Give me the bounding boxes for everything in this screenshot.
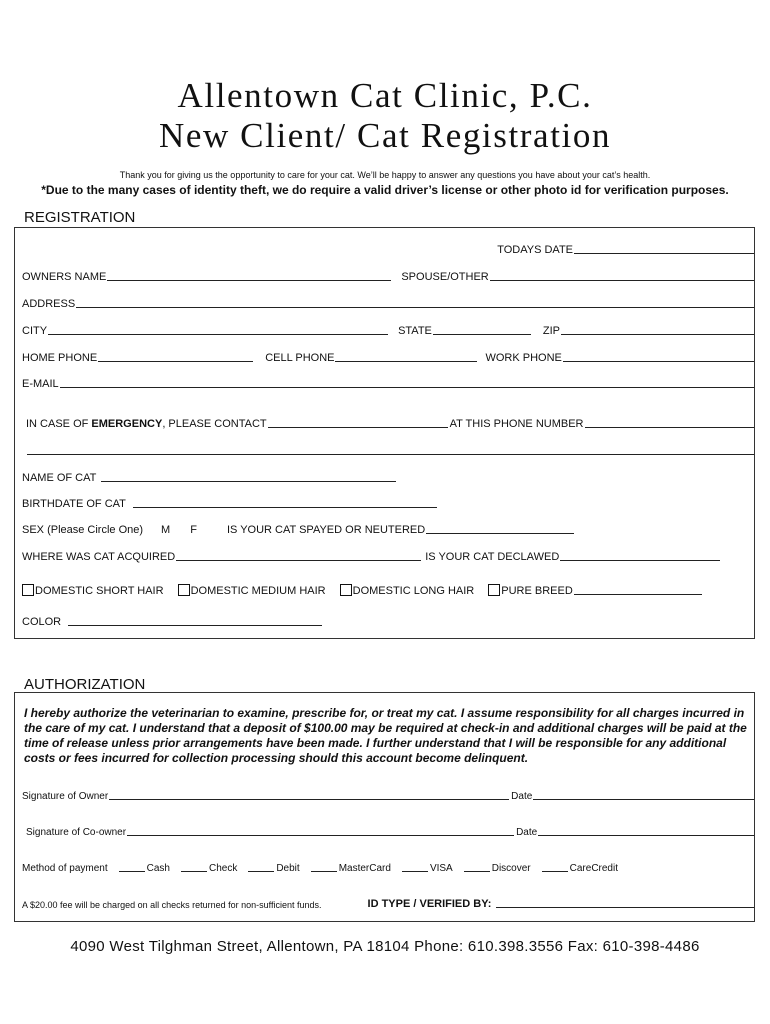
intro-text: Thank you for giving us the opportunity to care for your cat. We’ll be happy to answer any questions you have about your cat’s health.: [119, 170, 651, 180]
registration-box: [14, 227, 755, 639]
domestic-long-hair-label: DOMESTIC LONG HAIR: [352, 585, 475, 597]
email-field[interactable]: [60, 387, 754, 388]
footer-address: 4090 West Tilghman Street, Allentown, PA 18104 Phone: 610.398.3556 Fax: 610-398-4486: [70, 938, 700, 955]
home-phone-label: HOME PHONE: [22, 352, 98, 364]
domestic-long-hair-option[interactable]: [340, 584, 475, 597]
emergency-row: [26, 414, 756, 430]
cat-name-row: [22, 468, 756, 484]
work-phone-field[interactable]: [563, 361, 754, 362]
carecredit-blank[interactable]: [542, 871, 568, 872]
authorization-heading: AUTHORIZATION: [24, 676, 146, 693]
domestic-medium-hair-label: DOMESTIC MEDIUM HAIR: [190, 585, 326, 597]
emergency-extra-field[interactable]: [27, 454, 754, 455]
pure-breed-label: PURE BREED: [501, 585, 573, 597]
debit-label: Debit: [276, 863, 300, 874]
owner-date-field[interactable]: [533, 799, 754, 800]
owner-row: [22, 267, 756, 283]
check-label: Check: [208, 863, 238, 874]
coowner-date-label: Date: [516, 827, 538, 838]
checkbox-icon[interactable]: [22, 584, 34, 596]
email-label: E-MAIL: [22, 378, 59, 390]
color-row: [22, 612, 756, 628]
owners-name-label: OWNERS NAME: [22, 271, 107, 283]
discover-label: Discover: [491, 863, 531, 874]
color-label: COLOR: [22, 616, 62, 628]
coowner-date-field[interactable]: [538, 835, 754, 836]
domestic-medium-hair-option[interactable]: [178, 584, 326, 597]
coowner-signature-label: Signature of Co-owner: [26, 827, 127, 838]
owner-date-label: Date: [511, 791, 533, 802]
emergency-phone-field[interactable]: [585, 427, 755, 428]
payment-method-label: Method of payment: [22, 863, 108, 874]
todays-date-label: TODAYS DATE: [497, 244, 573, 256]
state-label: STATE: [398, 325, 432, 337]
city-label: CITY: [22, 325, 48, 337]
check-blank[interactable]: [181, 871, 207, 872]
owner-signature-label: Signature of Owner: [22, 791, 109, 802]
address-label: ADDRESS: [22, 298, 76, 310]
state-field[interactable]: [433, 334, 531, 335]
acquired-field[interactable]: [176, 560, 421, 561]
birthdate-field[interactable]: [133, 507, 437, 508]
address-row: [22, 294, 756, 310]
birthdate-label: BIRTHDATE OF CAT: [22, 498, 126, 510]
id-notice: *Due to the many cases of identity theft, we do require a valid driver’s license or other photo id for verification purposes.: [41, 183, 729, 197]
birthdate-row: [22, 494, 756, 510]
spouse-other-field[interactable]: [490, 280, 754, 281]
sex-option-m[interactable]: M: [161, 524, 171, 536]
sex-option-f[interactable]: F: [190, 524, 197, 536]
owner-signature-row: [22, 786, 756, 802]
address-field[interactable]: [76, 307, 754, 308]
todays-date-field[interactable]: [574, 253, 754, 254]
discover-blank[interactable]: [464, 871, 490, 872]
zip-field[interactable]: [561, 334, 754, 335]
spouse-other-label: SPOUSE/OTHER: [401, 271, 489, 283]
visa-blank[interactable]: [402, 871, 428, 872]
visa-label: VISA: [429, 863, 453, 874]
fee-row: [22, 894, 756, 910]
owners-name-field[interactable]: [107, 280, 391, 281]
emergency-extra-row: [26, 441, 756, 457]
zip-label: ZIP: [542, 325, 561, 337]
spayed-label: IS YOUR CAT SPAYED OR NEUTERED: [226, 524, 426, 536]
acquired-label: WHERE WAS CAT ACQUIRED: [22, 551, 176, 563]
registration-heading: REGISTRATION: [24, 209, 136, 226]
cell-phone-field[interactable]: [335, 361, 477, 362]
mastercard-blank[interactable]: [311, 871, 337, 872]
carecredit-label: CareCredit: [569, 863, 618, 874]
declawed-label: IS YOUR CAT DECLAWED: [425, 551, 560, 563]
payment-method-row: [22, 858, 756, 874]
checkbox-icon[interactable]: [178, 584, 190, 596]
domestic-short-hair-option[interactable]: [22, 584, 164, 597]
sex-label: SEX (Please Circle One): [22, 524, 144, 536]
cash-label: Cash: [146, 863, 170, 874]
cash-blank[interactable]: [119, 871, 145, 872]
pure-breed-field[interactable]: [574, 594, 702, 595]
mastercard-label: MasterCard: [338, 863, 391, 874]
coowner-signature-row: [26, 822, 756, 838]
color-field[interactable]: [68, 625, 322, 626]
id-type-field[interactable]: [496, 907, 754, 908]
hair-row: [22, 581, 756, 597]
emergency-label: IN CASE OF EMERGENCY, PLEASE CONTACT: [26, 418, 267, 430]
pure-breed-option[interactable]: [488, 584, 573, 597]
spayed-field[interactable]: [426, 533, 574, 534]
domestic-short-hair-label: DOMESTIC SHORT HAIR: [35, 585, 164, 597]
coowner-signature-field[interactable]: [127, 835, 514, 836]
authorization-statement: I hereby authorize the veterinarian to examine, prescribe for, or treat my cat. I assume responsibility for all charges incurred in the care of my cat. I understand that a deposit of $100.00 may be required at check-in and additional charges will be paid at the time of release unless prior arrangements have been made. I further understand that I will be responsible for any additional costs or fees incurred for collection processing should this account become delinquent.: [24, 706, 747, 765]
debit-blank[interactable]: [248, 871, 274, 872]
checkbox-icon[interactable]: [488, 584, 500, 596]
todays-date-row: [22, 240, 756, 256]
city-field[interactable]: [48, 334, 388, 335]
work-phone-label: WORK PHONE: [485, 352, 562, 364]
form-title: New Client/ Cat Registration: [158, 116, 612, 155]
acquired-row: [22, 547, 756, 563]
at-phone-label: AT THIS PHONE NUMBER: [449, 418, 584, 430]
sex-row: [22, 520, 756, 536]
cat-name-label: NAME OF CAT: [22, 472, 97, 484]
home-phone-field[interactable]: [98, 361, 253, 362]
emergency-contact-field[interactable]: [268, 427, 448, 428]
cell-phone-label: CELL PHONE: [265, 352, 335, 364]
fee-note: A $20.00 fee will be charged on all checks returned for non-sufficient funds.: [22, 900, 322, 910]
email-row: [22, 374, 756, 390]
checkbox-icon[interactable]: [340, 584, 352, 596]
id-type-label: ID TYPE / VERIFIED BY:: [367, 898, 492, 910]
clinic-name: Allentown Cat Clinic, P.C.: [177, 76, 593, 115]
phone-row: [22, 348, 756, 364]
declawed-field[interactable]: [560, 560, 720, 561]
city-row: [22, 321, 756, 337]
cat-name-field[interactable]: [101, 481, 396, 482]
owner-signature-field[interactable]: [109, 799, 509, 800]
